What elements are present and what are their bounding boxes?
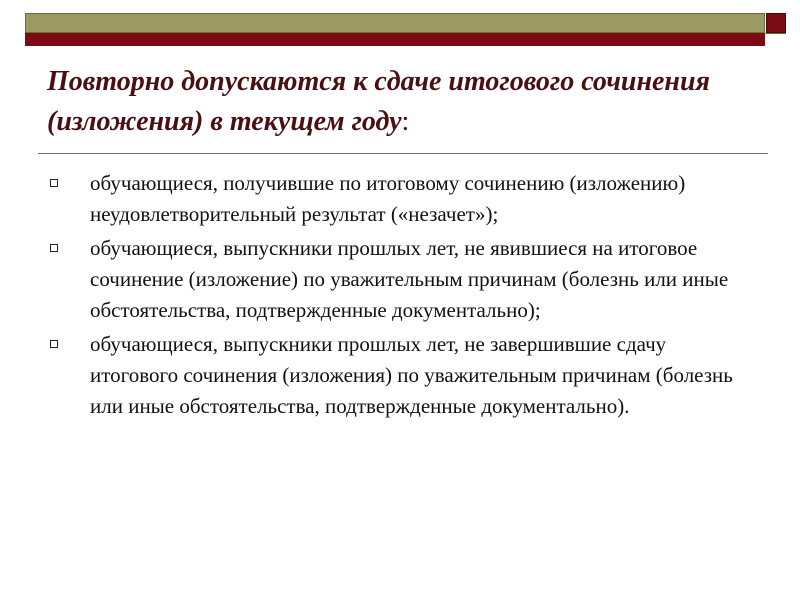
bullet-item bbox=[48, 233, 748, 326]
bullet-text: обучающиеся, получившие по итоговому сочинению (изложению) неудовлетворительный результат («незачет»); bbox=[90, 171, 686, 226]
header-band-olive bbox=[25, 13, 765, 33]
header-corner-square bbox=[766, 13, 786, 33]
slide-title-colon: : bbox=[401, 106, 410, 137]
square-bullet-icon bbox=[50, 244, 58, 252]
bullet-text: обучающиеся, выпускники прошлых лет, не явившиеся на итоговое сочинение (изложение) по уважительным причинам (болезнь или иные обстоятельства, подтвержденные документально); bbox=[90, 236, 729, 322]
bullet-item bbox=[48, 329, 748, 422]
bullet-list bbox=[48, 168, 748, 425]
square-bullet-icon bbox=[50, 340, 58, 348]
square-bullet-icon bbox=[50, 179, 58, 187]
bullet-item bbox=[48, 168, 748, 230]
bullet-text: обучающиеся, выпускники прошлых лет, не завершившие сдачу итогового сочинения (изложения) по уважительным причинам (болезнь или иные обстоятельства, подтвержденные документально). bbox=[90, 332, 733, 418]
slide-title bbox=[47, 62, 767, 142]
slide-title-text: Повторно допускаются к сдаче итогового сочинения (изложения) в текущем году bbox=[47, 66, 710, 137]
header-band-maroon bbox=[25, 33, 765, 46]
title-divider bbox=[38, 153, 768, 154]
header-corner-line bbox=[764, 33, 786, 34]
